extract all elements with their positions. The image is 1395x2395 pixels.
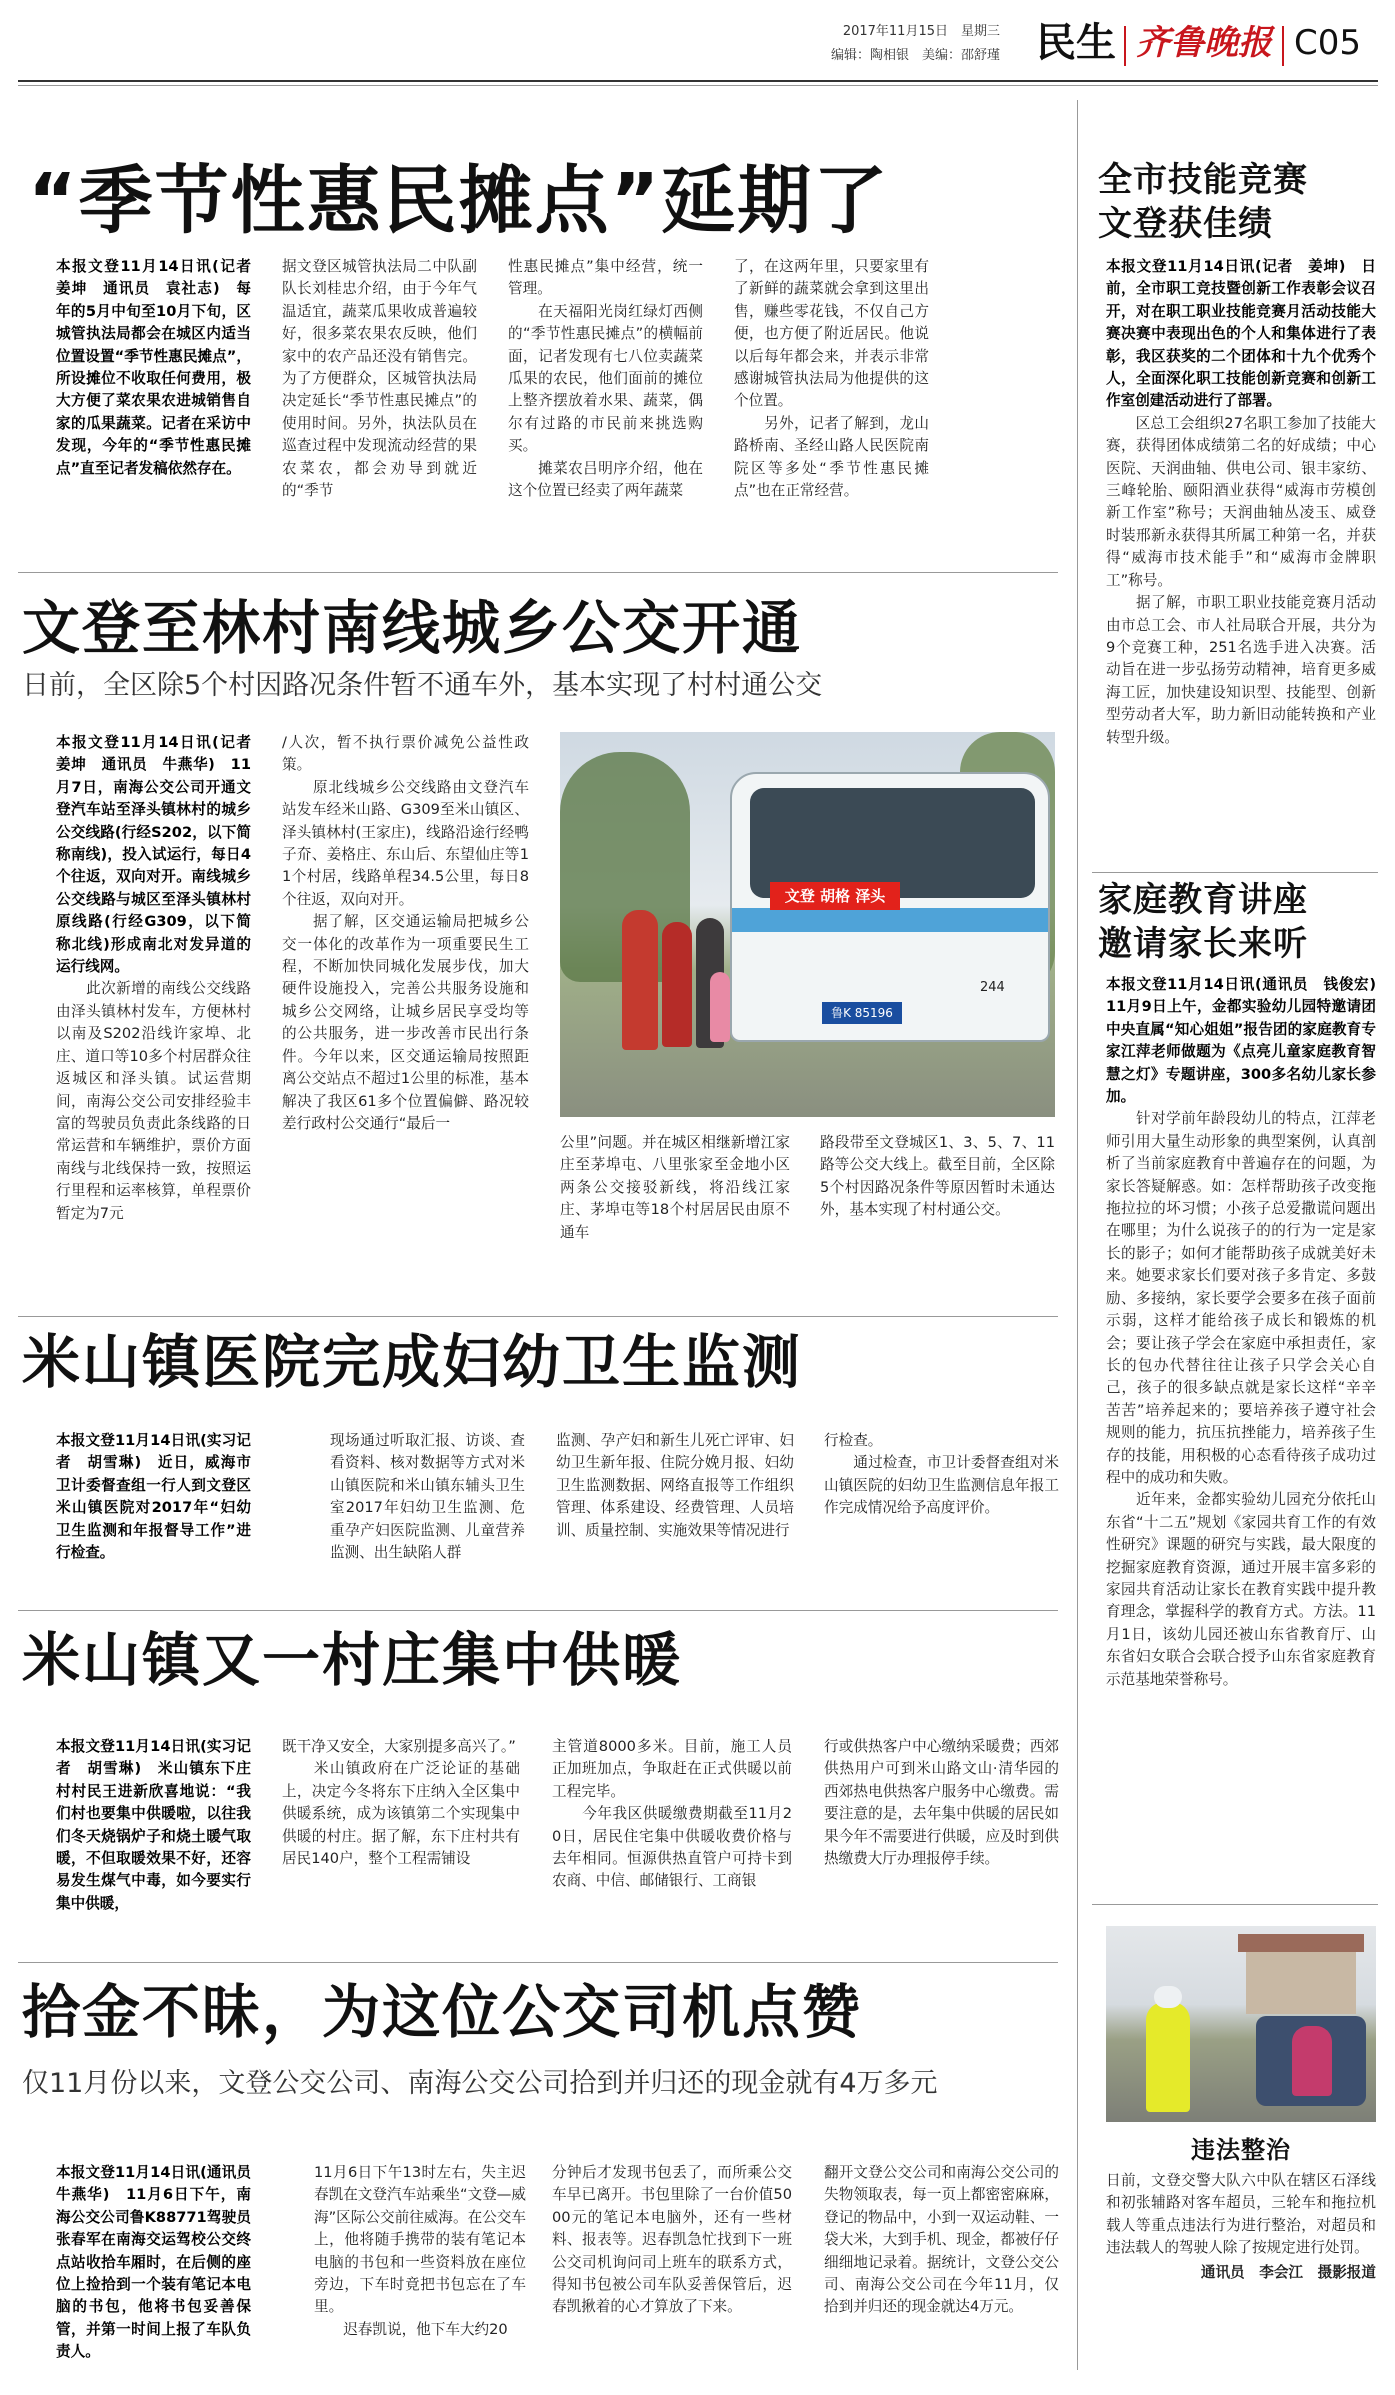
header-rule-thin [18, 85, 1378, 86]
article3-col3: 监测、孕产妇和新生儿死亡评审、妇幼卫生新年报、住院分娩月报、妇幼卫生监测数据、网络直报等工作组织管理、体系建设、经费管理、人员培训、质量控制、实施效果等情况进行 [556, 1432, 794, 1539]
header-divider [1124, 26, 1126, 66]
article1-headline: “季节性惠民摊点”延期了 [28, 158, 890, 244]
article5-col4: 翻开文登公交公司和南海公交公司的失物领取表，每一页上都密密麻麻，登记的物品中，小到一双运动鞋、一袋大米，大到手机、现金，都被仔仔细细地记录着。据统计，文登公交公司、南海公交公司在今年11月，仅拾到并归还的现金就达4万元。 [824, 2164, 1059, 2316]
sidebar-divider [1077, 100, 1078, 2370]
article3-col2: 现场通过听取汇报、访谈、查看资料、核对数据等方式对米山镇医院和米山镇东辅头卫生室2017年妇幼卫生监测、危重孕产妇医院监测、儿童营养监测、出生缺陷人群 [330, 1432, 525, 1562]
article2-col2: /人次，暂不执行票价减免公益性政策。 原北线城乡公交线路由文登汽车站发车经米山路、G309至米山镇区、泽头镇林村(王家庄)，线路沿途行经鸭子夼、姜格庄、东山后、东望仙庄等11个村居，线路单程34.5公里，每日8个往返，双向对开。 据了解，区交通运输局把城乡公交一体化的改革作为一项重要民生工程，不断加快同城化发展步伐，加大硬件设施投入，完善公共服务设施和城乡公交网络，让城乡居民享受均等的公共服务，进一步改善市民出行条件。今年以来，区交通运输局按照距离公交站点不超过1公里的标准，基本解决了我区61多个位置偏僻、路况较差行政村公交通行“最后一 [282, 734, 529, 1132]
sidebar3-credit: 通讯员 李会江 摄影报道 [1200, 2264, 1376, 2281]
article5-headline: 拾金不昧，为这位公交司机点赞 [22, 1978, 863, 2046]
bus-stripe [732, 908, 1048, 932]
traffic-photo [1106, 1926, 1376, 2122]
article2-col3: 公里”问题。并在城区相继新增江家庄至茅埠屯、八里张家至金地小区两条公交接驳新线，将沿线江家庄、茅埠屯等18个村居居民由原不通车 [560, 1134, 790, 1241]
issue-date: 2017年11月15日 星期三 [842, 24, 1000, 39]
article1-col4: 了，在这两年里，只要家里有了新鲜的蔬菜就会拿到这里出售，赚些零花钱，不仅自己方便，也方便了附近居民。他说以后每年都会来，并表示非常感谢城管执法局为他提供的这个位置。 另外，记者了解到，龙山路桥南、圣经山路人民医院南院区等多处“季节性惠民摊点”也在正常经营。 [734, 258, 929, 500]
article2-col1: 本报文登11月14日讯(记者 姜坤 通讯员 牛燕华) 11月7日，南海公交公司开通文登汽车站至泽头镇林村的城乡公交线路(行经S202，以下简称南线)，投入试运行，每日4个往返，双向对开。南线城乡公交线路与城区至泽头镇林村原线路(行经G309，以下简称北线)形成南北对发异道的运行线网。 此次新增的南线公交线路由泽头镇林村发车，方便林村以南及S202沿线许家埠、北庄、道口等10多个村居群众往返城区和泽头镇。试运营期间，南海公交公司安排经验丰富的驾驶员负责此条线路的日常运营和车辆维护，票价方面南线与北线保持一致，按照运行里程和运率核算，单程票价暂定为7元 [56, 734, 266, 1222]
bus-banner: 文登 胡格 泽头 [770, 882, 900, 910]
roof [1238, 1934, 1364, 1952]
article5-col1: 本报文登11月14日讯(通讯员 牛燕华) 11月6日下午，南海公交公司鲁K88771驾驶员张春军在南海交运驾校公交终点站收拾车厢时，在后侧的座位上捡拾到一个装有笔记本电脑的书包，他将书包妥善保管，并第一时间上报了车队负责人。 [56, 2164, 266, 2361]
rule-s1 [1092, 872, 1378, 873]
article4-col1: 本报文登11月14日讯(实习记者 胡雪琳) 米山镇东下庄村村民王进新欣喜地说：“我们村也要集中供暖啦，以往我们冬天烧锅炉子和烧土暖气取暖，不但取暖效果不好，还容易发生煤气中毒，如今要实行集中供暖， [56, 1738, 251, 1912]
rule-s2 [1092, 1904, 1378, 1905]
article3-col1: 本报文登11月14日讯(实习记者 胡雪琳) 近日，威海市卫计委督查组一行人到文登区米山镇医院对2017年“妇幼卫生监测和年报督导工作”进行检查。 [56, 1432, 251, 1562]
rule-a4 [18, 1962, 1058, 1963]
page-number: C05 [1294, 23, 1362, 63]
person-red [622, 910, 658, 1050]
article1-col2: 据文登区城管执法局二中队副队长刘桂忠介绍，由于今年气温适宜，蔬菜瓜果收成普遍较好，很多菜农果农反映，他们家中的农产品还没有销售完。为了方便群众，区城管执法局决定延长“季节性惠民摊点”的使用时间。另外，执法队员在巡查过程中发现流动经营的果农菜农，都会劝导到就近的“季节 [282, 258, 477, 500]
section-name: 民生 [1036, 20, 1116, 66]
article1-col3: 性惠民摊点”集中经营，统一管理。 在天福阳光岗红绿灯西侧的“季节性惠民摊点”的横幅前面，记者发现有七八位卖蔬菜瓜果的农民，他们面前的摊位上整齐摆放着水果、蔬菜，偶尔有过路的市民前来挑选购买。 摊菜农吕明序介绍，他在这个位置已经卖了两年蔬菜 [508, 258, 703, 500]
newspaper-logo: 齐鲁晚报 [1136, 23, 1272, 63]
header-divider-2 [1282, 26, 1284, 66]
rider [1292, 2026, 1332, 2096]
article1-col1: 本报文登11月14日讯(记者 姜坤 通讯员 袁社志) 每年的5月中旬至10月下旬，区城管执法局都会在城区内适当位置设置“季节性惠民摊点”，所设摊位不收取任何费用，极大方便了菜农果农进城销售自家的瓜果蔬菜。记者在采访中发现，今年的“季节性惠民摊点”直至记者发稿依然存在。 [56, 258, 266, 477]
sidebar2-headline: 家庭教育讲座 邀请家长来听 [1098, 880, 1308, 964]
article4-col3: 主管道8000多米。目前，施工人员正加班加点，争取赶在正式供暖以前工程完毕。 今年我区供暖缴费期截至11月20日，居民住宅集中供暖收费价格与去年相同。恒源供热直管户可持卡到农商、中信、邮储银行、工商银 [552, 1738, 792, 1890]
editors-line: 编辑：陶相银 美编：邵舒瑾 [830, 48, 1000, 63]
building [1246, 1944, 1356, 2014]
article4-headline: 米山镇又一村庄集中供暖 [22, 1626, 683, 1694]
article4-col2: 既干净又安全，大家别提多高兴了。” 米山镇政府在广泛论证的基础上，决定今冬将东下庄纳入全区集中供暖系统，成为该镇第二个实现集中供暖的村庄。据了解，东下庄村共有居民140户，整个工程需铺设 [282, 1738, 520, 1868]
person-child [710, 972, 730, 1042]
sidebar1-body: 本报文登11月14日讯(记者 姜坤) 日前，全市职工竞技暨创新工作表彰会议召开，对在职工职业技能竞赛月活动技能大赛决赛中表现出色的个人和集体进行了表彰，我区获奖的二个团体和十九个优秀个人，全面深化职工技能创新竞赛和创新工作室创建活动进行了部署。 区总工会组织27名职工参加了技能大赛，获得团体成绩第二名的好成绩；中心医院、天润曲轴、供电公司、银丰家纺、三峰轮胎、颐阳酒业获得“威海市劳模创新工作室”称号；天润曲轴丛凌玉、威登时装邢新永获得其所属工种第一名，并获得“威海市技术能手”和“威海市金牌职工”称号。 据了解，市职工职业技能竞赛月活动由市总工会、市人社局联合开展，共分为9个竞赛工种，251名选手进入决赛。活动旨在进一步弘扬劳动精神，培育更多威海工匠，加快建设知识型、技能型、创新型劳动者大军，助力新旧动能转换和产业转型升级。 [1106, 258, 1376, 746]
article2-col4: 路段带至文登城区1、3、5、7、11路等公交大线上。截至目前，全区除5个村因路况条件等原因暂时未通达外，基本实现了村村通公交。 [820, 1134, 1055, 1219]
rule-a3 [18, 1610, 1058, 1611]
bus-photo [560, 732, 1055, 1117]
sidebar3-body: 日前，文登交警大队六中队在辖区石泽线和初张辅路对客车超员，三轮车和拖拉机载人等重点违法行为进行整治，对超员和违法载人的驾驶人除了按规定进行处罚。 [1106, 2172, 1376, 2257]
bus-plate: 鲁K 85196 [822, 1002, 902, 1024]
article2-subhead: 日前，全区除5个村因路况条件暂不通车外，基本实现了村村通公交 [22, 670, 823, 701]
header-rule [18, 80, 1378, 82]
article5-col3: 分钟后才发现书包丢了，而所乘公交车早已离开。书包里除了一台价值5000元的笔记本电脑外，还有一些材料、报表等。迟春凯急忙找到下一班公交司机询问司上班车的联系方式，得知书包被公司车队妥善保管后，迟春凯揪着的心才算放了下来。 [552, 2164, 792, 2316]
sidebar3-headline: 违法整治 [1191, 2136, 1291, 2164]
sidebar2-body: 本报文登11月14日讯(通讯员 钱俊宏) 11月9日上午，金都实验幼儿园特邀请团中央直属“知心姐姐”报告团的家庭教育专家江萍老师做题为《点亮儿童家庭教育智慧之灯》专题讲座，300多名幼儿家长参加。 针对学前年龄段幼儿的特点，江萍老师引用大量生动形象的典型案例，认真剖析了当前家庭教育中普遍存在的问题，为家长答疑解惑。如：怎样帮助孩子改变拖拖拉拉的坏习惯；小孩子总爱撒谎问题出在哪里；为什么说孩子的的行为一定是家长的影子；如何才能帮助孩子成就美好未来。她要求家长们要对孩子多肯定、多鼓励、多接纳，家长要学会要多在孩子面前示弱，这样才能给孩子成长和锻炼的机会；要让孩子学会在家庭中承担责任，家长的包办代替往往让孩子只学会关心自己，孩子的很多缺点就是家长这样“辛辛苦苦”培养起来的；要培养孩子遵守社会规则的能力，抗压抗挫能力，培养孩子生存的技能，用积极的心态看待孩子成功过程中的成功和失败。 近年来，金都实验幼儿园充分依托山东省“十二五”规划《家园共育工作的有效性研究》课题的研究与实践，最大限度的挖掘家庭教育资源，通过开展丰富多彩的家园共育活动让家长在教育实践中提升教育理念，掌握科学的教育方式。方法。11月1日，该幼儿园还被山东省教育厅、山东省妇女联合会联合授予山东省家庭教育示范基地荣誉称号。 [1106, 976, 1391, 1688]
sidebar1-headline: 全市技能竞赛 文登获佳绩 [1098, 160, 1308, 244]
officer-cap [1154, 1986, 1182, 2008]
article3-col4: 行检查。 通过检查，市卫计委督查组对米山镇医院的妇幼卫生监测信息年报工作完成情况给予高度评价。 [824, 1432, 1059, 1517]
article2-headline: 文登至林村南线城乡公交开通 [22, 594, 803, 662]
article4-col4: 行或供热客户中心缴纳采暖费；西郊供热用户可到米山路文山·清华园的西郊热电供热客户服务中心缴费。需要注意的是，去年集中供暖的居民如果今年不需要进行供暖，应及时到供热缴费大厅办理报停手续。 [824, 1738, 1059, 1868]
rule-a2 [18, 1316, 1058, 1317]
rule-a1 [18, 572, 1058, 573]
person-red-2 [662, 922, 692, 1047]
article5-col2: 11月6日下午13时左右，失主迟春凯在文登汽车站乘坐“文登—威海”区际公交前往威海。在公交车上，他将随手携带的装有笔记本电脑的书包和一些资料放在座位旁边，下车时竟把书包忘在了车里。 迟春凯说，他下车大约20 [314, 2164, 526, 2338]
article3-headline: 米山镇医院完成妇幼卫生监测 [22, 1328, 803, 1396]
article5-subhead: 仅11月份以来，文登公交公司、南海公交公司拾到并归还的现金就有4万多元 [22, 2068, 938, 2099]
bus-number: 244 [980, 980, 1005, 995]
officer-vest [1146, 2002, 1190, 2112]
